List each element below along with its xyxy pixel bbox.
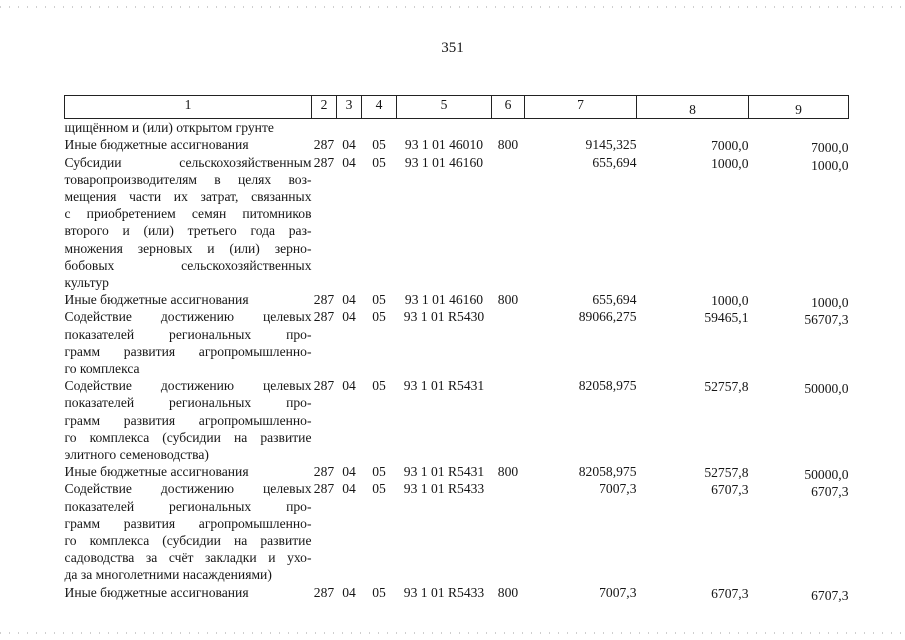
row-section-code: 04	[342, 481, 356, 497]
table-row	[65, 480, 849, 583]
row-name-line: да за многолетними насаждениями)	[64, 567, 272, 583]
row-amount-col-7: 655,694	[592, 154, 637, 170]
row-name-line: Субсидии сельскохозяйственным	[64, 154, 312, 170]
scan-edge-top	[0, 6, 905, 8]
row-name-line: элитного семеноводства)	[64, 447, 209, 463]
row-name-line: го комплекса	[64, 361, 140, 377]
row-amount-col-7: 89066,275	[578, 309, 637, 325]
row-name	[65, 136, 312, 153]
table-row	[65, 377, 849, 463]
row-amount-col-8: 6707,3	[711, 482, 749, 498]
table-header-row	[65, 96, 849, 119]
header-col-9: 9	[749, 96, 849, 119]
row-name-line: грамм развития агропромышленно-	[64, 515, 312, 531]
row-amount-col-8: 7000,0	[711, 138, 749, 154]
row-target-article: 93 1 01 R5430	[403, 309, 485, 325]
row-amount-col-9: 7000,0	[811, 140, 849, 156]
row-name-line: садоводства за счёт закладки и ухо-	[64, 550, 312, 566]
row-amount-col-8: 52757,8	[704, 379, 749, 395]
row-section-code: 04	[342, 154, 356, 170]
row-amount-col-7: 7007,3	[599, 584, 637, 600]
row-name-line: Содействие достижению целевых	[64, 481, 312, 497]
row-section-code: 04	[342, 378, 356, 394]
row-target-article: 93 1 01 46160	[404, 154, 484, 170]
row-name	[65, 154, 312, 292]
row-name-line: множения зерновых и (или) зерно-	[64, 240, 312, 256]
row-amount-col-7: 655,694	[592, 292, 637, 308]
row-subsection-code: 05	[372, 309, 386, 325]
table-row	[65, 463, 849, 480]
row-name-line: второго и (или) третьего года раз-	[64, 223, 312, 239]
row-name-line: Содействие достижению целевых	[64, 309, 312, 325]
row-name-line: го комплекса (субсидии на развитие	[64, 429, 312, 445]
row-subsection-code: 05	[372, 481, 386, 497]
row-amount-col-9: 1000,0	[811, 295, 849, 311]
row-amount-col-9: 6707,3	[811, 484, 849, 500]
row-amount-col-9: 6707,3	[811, 587, 849, 603]
scan-edge-bottom	[0, 632, 905, 634]
row-ministry-code: 287	[313, 292, 335, 308]
row-ministry-code: 287	[313, 137, 335, 153]
row-subsection-code: 05	[372, 292, 386, 308]
row-name-line: го комплекса (субсидии на развитие	[64, 533, 312, 549]
row-amount-col-9: 1000,0	[811, 157, 849, 173]
row-expense-type: 800	[497, 292, 519, 308]
row-name-line: Иные бюджетные ассигнования	[64, 292, 249, 308]
row-subsection-code: 05	[372, 584, 386, 600]
row-name	[65, 291, 312, 308]
row-target-article: 93 1 01 R5431	[403, 464, 485, 480]
row-target-article: 93 1 01 R5433	[403, 481, 485, 497]
row-expense-type: 800	[497, 137, 519, 153]
row-ministry-code: 287	[313, 309, 335, 325]
row-amount-col-8: 1000,0	[711, 155, 749, 171]
row-name-line: щищённом и (или) открытом грунте	[64, 120, 274, 136]
row-ministry-code: 287	[313, 154, 335, 170]
row-amount-col-7: 7007,3	[599, 481, 637, 497]
row-name	[65, 119, 312, 137]
row-name-line: Содействие достижению целевых	[64, 378, 312, 394]
row-amount-col-8: 59465,1	[704, 310, 749, 326]
row-ministry-code: 287	[313, 464, 335, 480]
row-name	[65, 480, 312, 583]
budget-table	[64, 95, 849, 601]
row-name-line: Иные бюджетные ассигнования	[64, 464, 249, 480]
row-target-article: 93 1 01 46010	[404, 137, 484, 153]
row-section-code: 04	[342, 309, 356, 325]
row-amount-col-8: 1000,0	[711, 293, 749, 309]
table-row	[65, 308, 849, 377]
row-section-code: 04	[342, 584, 356, 600]
row-name-line: с приобретением семян питомников	[64, 206, 312, 222]
row-ministry-code: 287	[313, 378, 335, 394]
row-name-line: культур	[64, 275, 109, 291]
row-expense-type: 800	[497, 464, 519, 480]
row-amount-col-9: 50000,0	[804, 467, 849, 483]
page-number: 351	[441, 40, 464, 56]
row-section-code: 04	[342, 464, 356, 480]
row-section-code: 04	[342, 292, 356, 308]
header-col-5: 5	[397, 96, 492, 119]
row-amount-col-7: 82058,975	[578, 378, 637, 394]
row-name-line: грамм развития агропромышленно-	[64, 343, 312, 359]
row-name-line: показателей региональных про-	[64, 498, 312, 514]
header-col-1: 1	[65, 96, 312, 119]
row-name-line: товаропроизводителям в целях воз-	[64, 171, 312, 187]
table-row	[65, 154, 849, 292]
row-name-line: Иные бюджетные ассигнования	[64, 137, 249, 153]
table-row	[65, 119, 849, 137]
row-amount-col-9: 50000,0	[804, 381, 849, 397]
row-amount-col-9: 56707,3	[804, 312, 849, 328]
row-target-article: 93 1 01 R5433	[403, 584, 485, 600]
header-col-3: 3	[337, 96, 362, 119]
row-subsection-code: 05	[372, 378, 386, 394]
row-ministry-code: 287	[313, 584, 335, 600]
table-row	[65, 136, 849, 153]
row-amount-col-8: 6707,3	[711, 585, 749, 601]
row-section-code: 04	[342, 137, 356, 153]
row-name-line: Иные бюджетные ассигнования	[64, 584, 249, 600]
row-name-line: грамм развития агропромышленно-	[64, 412, 312, 428]
row-ministry-code: 287	[313, 481, 335, 497]
row-target-article: 93 1 01 R5431	[403, 378, 485, 394]
row-subsection-code: 05	[372, 154, 386, 170]
header-col-2: 2	[312, 96, 337, 119]
row-name-line: мещения части их затрат, связанных	[64, 189, 312, 205]
row-name-line: бобовых сельскохозяйственных	[64, 257, 312, 273]
row-name	[65, 377, 312, 463]
row-amount-col-7: 82058,975	[578, 464, 637, 480]
row-target-article: 93 1 01 46160	[404, 292, 484, 308]
header-col-4: 4	[362, 96, 397, 119]
row-name-line: показателей региональных про-	[64, 395, 312, 411]
table-row	[65, 584, 849, 601]
row-amount-col-8: 52757,8	[704, 465, 749, 481]
header-col-8: 8	[637, 96, 749, 119]
row-amount-col-7: 9145,325	[585, 137, 637, 153]
row-expense-type: 800	[497, 584, 519, 600]
row-name	[65, 584, 312, 601]
row-subsection-code: 05	[372, 137, 386, 153]
table-row	[65, 291, 849, 308]
row-name-line: показателей региональных про-	[64, 326, 312, 342]
row-name	[65, 308, 312, 377]
row-subsection-code: 05	[372, 464, 386, 480]
header-col-7: 7	[525, 96, 637, 119]
row-name	[65, 463, 312, 480]
header-col-6: 6	[492, 96, 525, 119]
table-body	[65, 119, 849, 601]
